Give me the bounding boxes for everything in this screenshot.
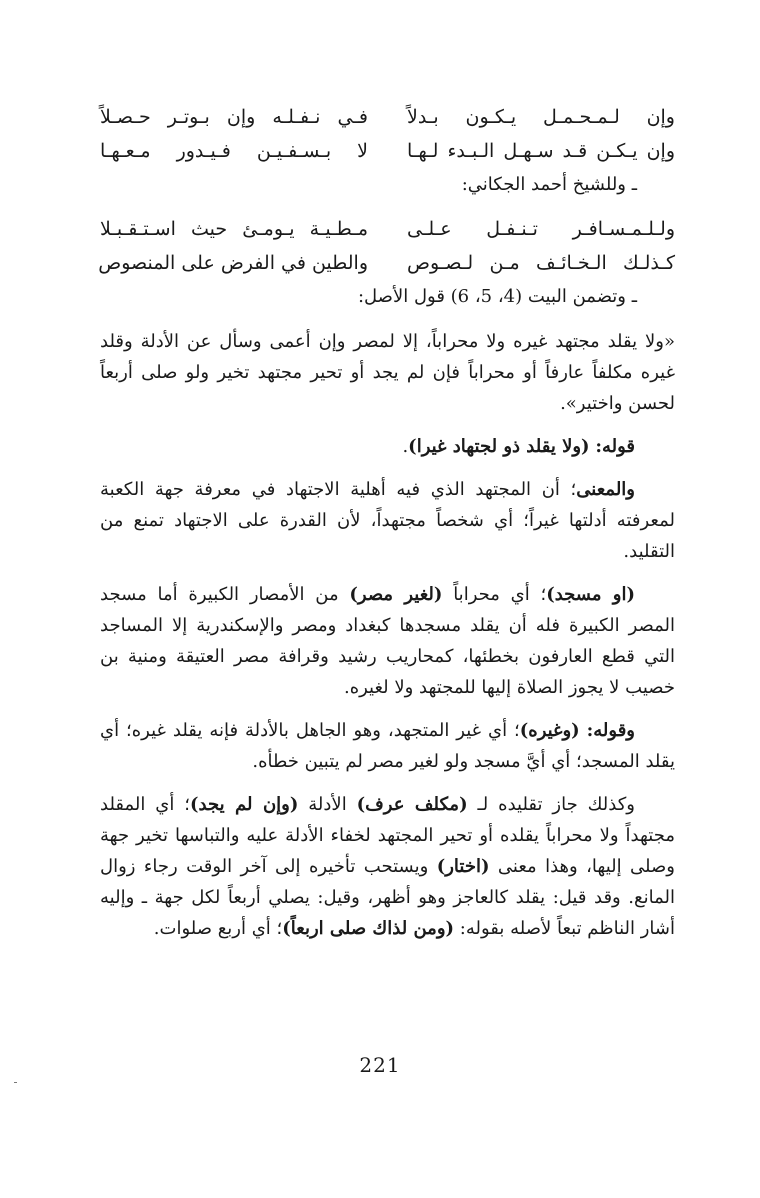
commentary-paragraph <box>100 715 675 777</box>
label: وقوله: <box>586 720 635 741</box>
label: قوله: <box>595 436 635 457</box>
poem-verse <box>100 246 675 280</box>
poet-attribution: ـ وللشيخ أحمد الجكاني: <box>461 174 637 195</box>
term: (اختار) <box>436 856 490 877</box>
poem-verse <box>100 212 675 246</box>
commentary-heading <box>100 431 675 462</box>
verse-second-hemistich: والطين في الفرض على المنصوص <box>98 252 368 274</box>
period: . <box>402 436 409 457</box>
poem-verse <box>100 100 675 134</box>
paragraph-text: ؛ أي أربع صلوات. <box>153 918 283 939</box>
term: (مكلف عرف) <box>356 794 468 815</box>
verse-first-hemistich: ولـلـمـسـافـر تـنـفـل عـلـى <box>407 218 675 240</box>
verse-second-hemistich: لا بـسـفـيـن فـيـدور مـعـهـا <box>100 140 368 162</box>
commentary-paragraph <box>100 789 675 944</box>
term: والمعنى <box>576 479 635 500</box>
term: (ومن لذاك صلى اربعاً) <box>282 918 455 939</box>
source-note: ـ وتضمن البيت (4، 5، 6) قول الأصل: <box>357 286 637 307</box>
page-number: 221 <box>359 1053 401 1077</box>
paragraph-text: ؛ أي غير المتجهد، وهو الجاهل بالأدلة فإنه يقلد غيره؛ أي يقلد المسجد؛ أي أيَّ مسجد ولو لغير مصر لم يتبين خطأه. <box>100 720 675 772</box>
commentary-paragraph <box>100 579 675 703</box>
scan-mark <box>14 1082 17 1083</box>
term: (وإن لم يجد) <box>190 794 299 815</box>
paragraph-text: ويستحب تأخيره إلى آخر الوقت رجاء زوال المانع. وقد قيل: يقلد كالعاجز وهو أظهر، وقيل: يصلي أربعاً لكل جهة ـ وإليه أشار الناظم تبعاً لأصله بقوله: <box>100 856 675 939</box>
verse-first-hemistich: كـذلـك الـخـائـف مـن لـصـوص <box>407 252 675 274</box>
paragraph-text: ؛ أي المقلد مجتهداً ولا محراباً يقلده أو تحير المجتهد لخفاء الأدلة عليه والتباسها تخير جهة وصلى إليها، وهذا معنى <box>100 794 675 877</box>
commentary-paragraph <box>100 474 675 567</box>
verse-first-hemistich: وإن لـمـحـمـل يـكـون بـدلاً <box>407 106 675 128</box>
term: (وغيره) <box>519 720 580 741</box>
verse-second-hemistich: فـي نـفـلـه وإن بـوتـر حـصـلاً <box>100 106 368 128</box>
source-quote: «ولا يقلد مجتهد غيره ولا محراباً، إلا لمصر وإن أعمى وسأل عن الأدلة وقلد غيره مكلفاً عارفاً أو محراباً فإن لم يجد أو تحير مجتهد تخير ولو صلى أربعاً لحسن واختير». <box>100 331 675 414</box>
paragraph-text: الأدلة <box>298 794 357 815</box>
paragraph-text: وكذلك جاز تقليده لـ <box>467 794 635 815</box>
paragraph-text: ؛ أن المجتهد الذي فيه أهلية الاجتهاد في معرفة جهة الكعبة لمعرفته أدلتها غيراً؛ أي شخصاً مجتهداً، لأن القدرة على الاجتهاد تمنع من التقليد. <box>100 479 675 562</box>
page-body <box>100 100 675 944</box>
quoted-verse: (ولا يقلد ذو لجتهاد غيرا) <box>408 436 590 457</box>
verse-second-hemistich: مـطـيـة يـومـئ حيث اسـتـقـبـلا <box>100 218 368 240</box>
paragraph-text: من الأمصار الكبيرة أما مسجد المصر الكبيرة فله أن يقلد مسجدها كبغداد ومصر والإسكندرية إلا المساجد التي قطع العارفون بخطئها، كمحاريب رشيد وقرافة مصر العتيقة ومنية بن خصيب لا يجوز الصلاة إليها للمجتهد ولا لغيره. <box>100 584 675 698</box>
term: (او مسجد) <box>546 584 636 605</box>
poem-verse <box>100 134 675 168</box>
term: (لغير مصر) <box>349 584 443 605</box>
verse-first-hemistich: وإن يـكـن قـد سـهـل الـبـدء لـهـا <box>407 140 675 162</box>
paragraph-text: ؛ أي محراباً <box>442 584 547 605</box>
